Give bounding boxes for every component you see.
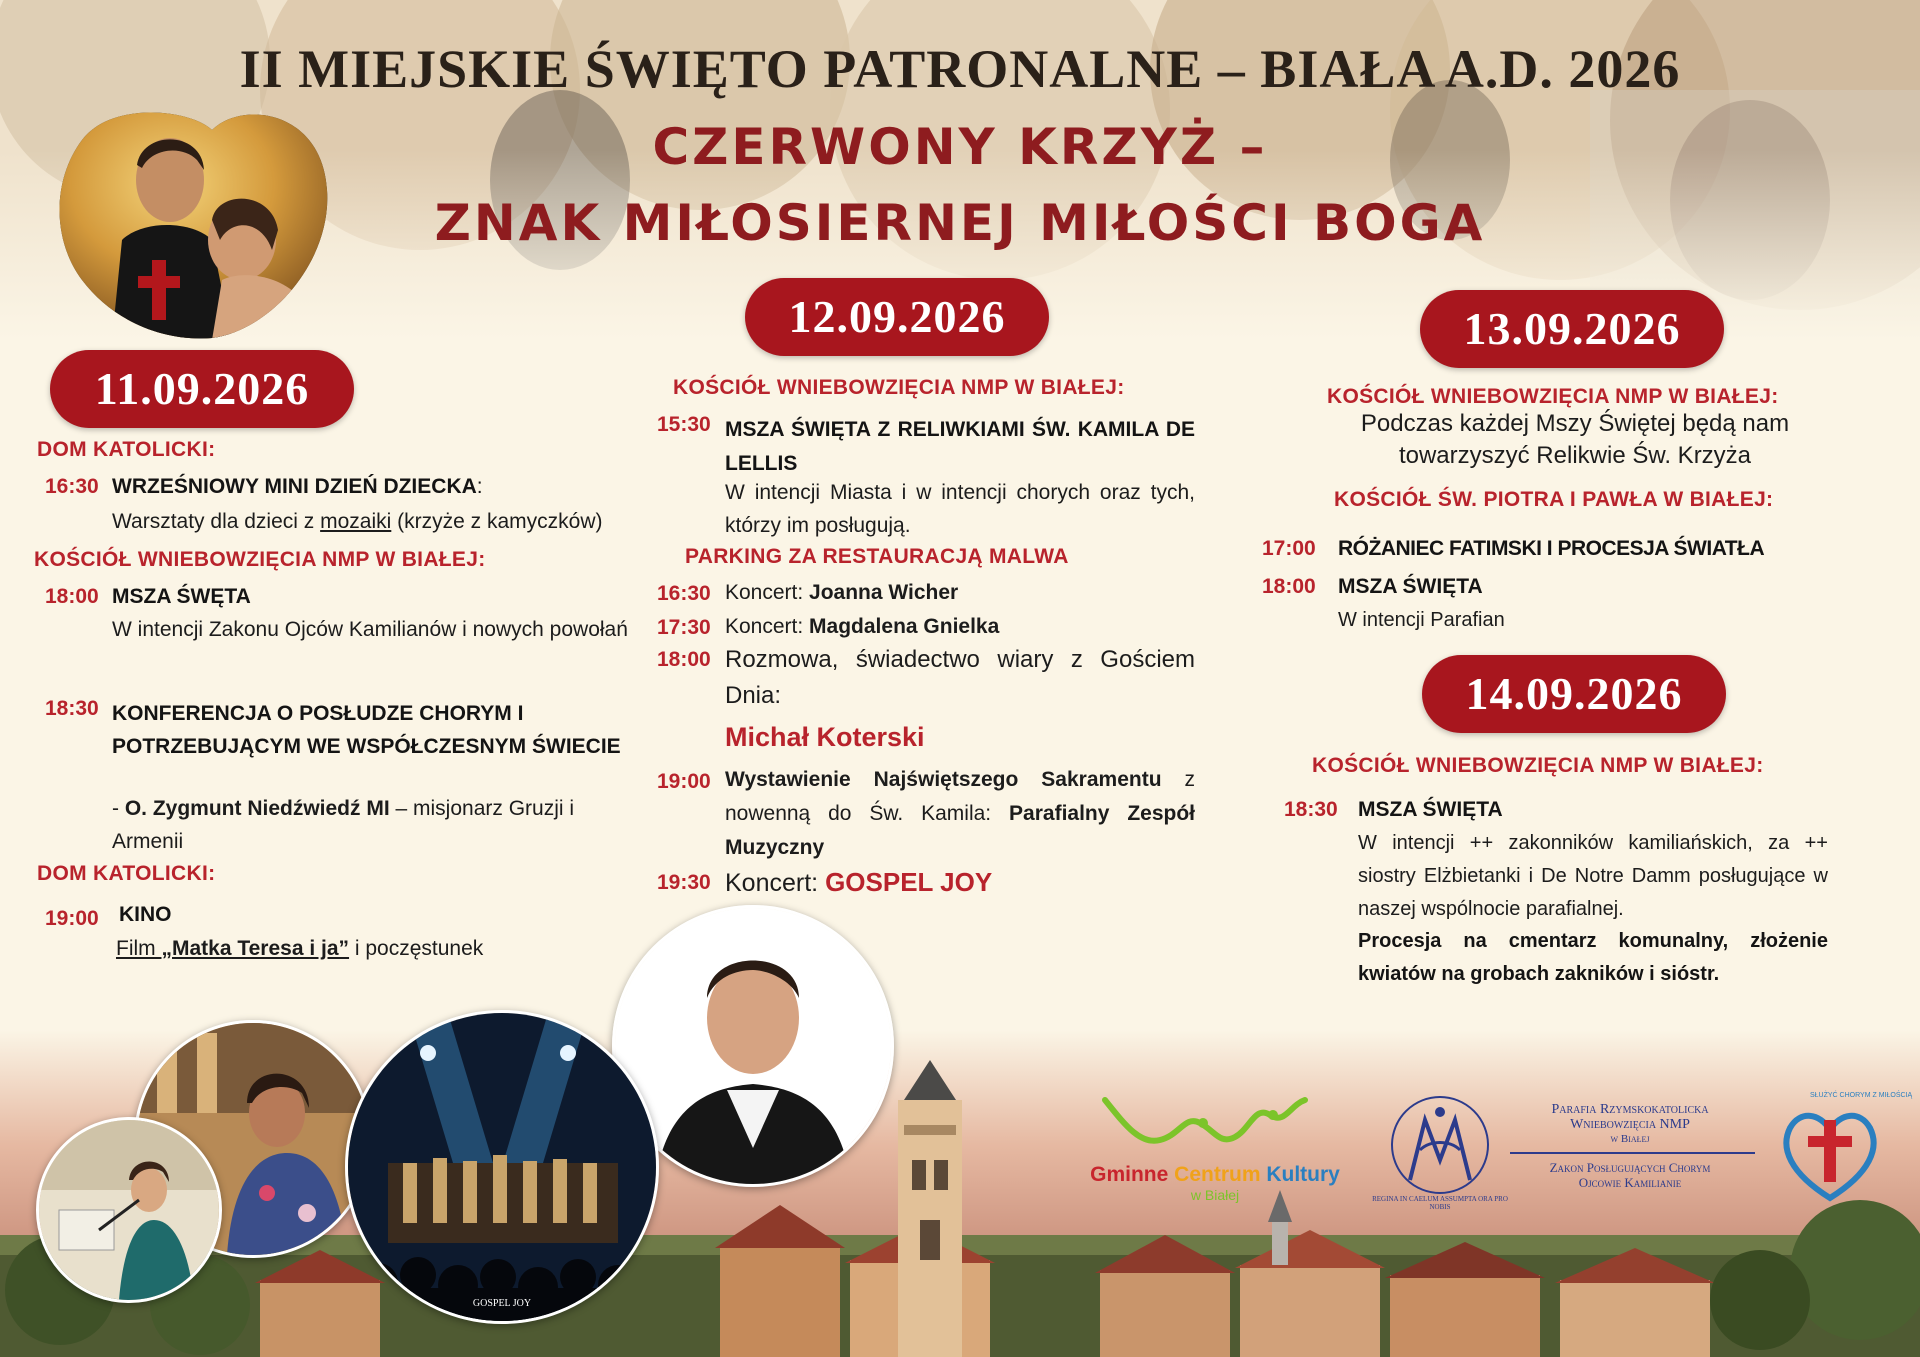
event-time: 19:00 bbox=[657, 770, 711, 793]
gospel-joy-logo: GOSPEL JOY bbox=[472, 1298, 532, 1309]
event-title: MSZA ŚWĘTA bbox=[112, 585, 251, 608]
venue-kosciol-nmp: KOŚCIÓŁ WNIEBOWZIĘCIA NMP W BIAŁEJ: bbox=[34, 548, 486, 571]
subtitle-line-1: CZERWONY KRZYŻ – bbox=[652, 118, 1268, 176]
event-title: MSZA ŚWIĘTA bbox=[1338, 575, 1483, 598]
camillian-motto: SŁUŻYĆ CHORYM Z MIŁOŚCIĄ bbox=[1810, 1092, 1913, 1099]
event-description: Rozmowa, świadectwo wiary z Gościem Dnia: bbox=[725, 646, 1195, 709]
event-time: 18:00 bbox=[657, 648, 711, 671]
procession-note: Procesja na cmentarz komunalny, złożenie kwiatów na grobach zakników i sióstr. bbox=[1358, 930, 1828, 985]
event-time: 15:30 bbox=[657, 413, 711, 436]
event-title: MSZA ŚWIĘTA Z RELIWKIAMI ŚW. KAMILA DE LELLIS bbox=[725, 418, 1195, 475]
order-name: Zakon Posługujących Chorym Ojcowie Kamilianie bbox=[1549, 1160, 1711, 1190]
speaker-line: - O. Zygmunt Niedźwiedź MI – misjonarz Gruzji i Armenii bbox=[112, 797, 575, 853]
event-time: 18:00 bbox=[45, 585, 99, 608]
parish-name: Parafia Rzymskokatolicka Wniebowzięcia NMP w Białej bbox=[1551, 1102, 1709, 1145]
singer-photo-joanna bbox=[36, 1117, 222, 1303]
date-badge-day3: 13.09.2026 bbox=[1420, 290, 1724, 368]
event-description: Wystawienie Najświętszego Sakramentu z nowenną do Św. Kamila: Parafialny Zespół Muzyczny bbox=[725, 768, 1195, 859]
event-time: 18:30 bbox=[1284, 798, 1338, 821]
event-time: 17:00 bbox=[1262, 537, 1316, 560]
concert-line: Koncert: Joanna Wicher bbox=[725, 581, 959, 604]
event-description: Warsztaty dla dzieci z mozaiki (krzyże z kamyczków) bbox=[112, 510, 603, 533]
concert-line: Koncert: GOSPEL JOY bbox=[725, 867, 993, 897]
event-time: 17:30 bbox=[657, 616, 711, 639]
concert-line: Koncert: Magdalena Gnielka bbox=[725, 615, 1000, 638]
seal-caption: REGINA IN CAELUM ASSUMPTA ORA PRO NOBIS bbox=[1372, 1195, 1508, 1211]
gospel-joy-concert-photo bbox=[345, 1010, 659, 1324]
event-title: KINO bbox=[119, 903, 172, 926]
event-title: RÓŻANIEC FATIMSKI I PROCESJA ŚWIATŁA bbox=[1338, 537, 1765, 560]
date-badge-day4: 14.09.2026 bbox=[1422, 655, 1726, 733]
event-time: 19:00 bbox=[45, 907, 99, 930]
venue-kosciol-nmp: KOŚCIÓŁ WNIEBOWZIĘCIA NMP W BIAŁEJ: bbox=[1312, 754, 1764, 777]
event-title: WRZEŚNIOWY MINI DZIEŃ DZIECKA: bbox=[112, 475, 483, 498]
event-description: W intencji ++ zakonników kamiliańskich, za ++ siostry Elżbietanki i De Notre Damm posługujące w naszej wspólnocie parafialnej. bbox=[1358, 832, 1828, 920]
venue-kosciol-nmp: KOŚCIÓŁ WNIEBOWZIĘCIA NMP W BIAŁEJ: bbox=[1327, 385, 1779, 408]
camillian-heart-cross-icon bbox=[1770, 1098, 1890, 1208]
venue-kosciol-nmp: KOŚCIÓŁ WNIEBOWZIĘCIA NMP W BIAŁEJ: bbox=[673, 376, 1125, 399]
venue-dom-katolicki-2: DOM KATOLICKI: bbox=[37, 862, 216, 885]
subtitle-line-2: ZNAK MIŁOSIERNEJ MIŁOŚCI BOGA bbox=[434, 194, 1486, 252]
guest-name: Michał Koterski bbox=[725, 722, 925, 752]
event-time: 16:30 bbox=[657, 582, 711, 605]
film-line: Film „Matka Teresa i ja” i poczęstunek bbox=[116, 937, 484, 960]
event-description: W intencji Miasta i w intencji chorych oraz tych, którzy im posługują. bbox=[725, 481, 1195, 537]
event-time: 18:30 bbox=[45, 697, 99, 720]
venue-dom-katolicki: DOM KATOLICKI: bbox=[37, 438, 216, 461]
event-description: W intencji Parafian bbox=[1338, 609, 1505, 631]
venue-kosciol-piotra-pawla: KOŚCIÓŁ ŚW. PIOTRA I PAWŁA W BIAŁEJ: bbox=[1334, 488, 1774, 511]
venue-parking-malwa: PARKING ZA RESTAURACJĄ MALWA bbox=[685, 545, 1069, 568]
event-description: W intencji Zakonu Ojców Kamilianów i nowych powołań bbox=[112, 618, 628, 641]
event-time: 18:00 bbox=[1262, 575, 1316, 598]
event-time: 16:30 bbox=[45, 475, 99, 498]
gck-wave-icon bbox=[1085, 1085, 1345, 1160]
gck-logo: Gminne Centrum Kultury w Białej bbox=[1085, 1085, 1345, 1205]
event-title: MSZA ŚWIĘTA bbox=[1358, 798, 1503, 821]
page-title: II MIEJSKIE ŚWIĘTO PATRONALNE – BIAŁA A.D. 2026 bbox=[239, 39, 1681, 99]
event-title: KONFERENCJA O POSŁUDZE CHORYM I POTRZEBUJĄCYM WE WSPÓŁCZESNYM ŚWIECIE bbox=[112, 702, 621, 758]
event-time: 19:30 bbox=[657, 871, 711, 894]
date-badge-day2: 12.09.2026 bbox=[745, 278, 1049, 356]
date-badge-day1: 11.09.2026 bbox=[50, 350, 354, 428]
logo-divider bbox=[1510, 1152, 1755, 1154]
parish-seal-icon bbox=[1370, 1090, 1510, 1200]
relics-note: Podczas każdej Mszy Świętej będą nam towarzyszyć Relikwie Św. Krzyża bbox=[1360, 410, 1790, 469]
